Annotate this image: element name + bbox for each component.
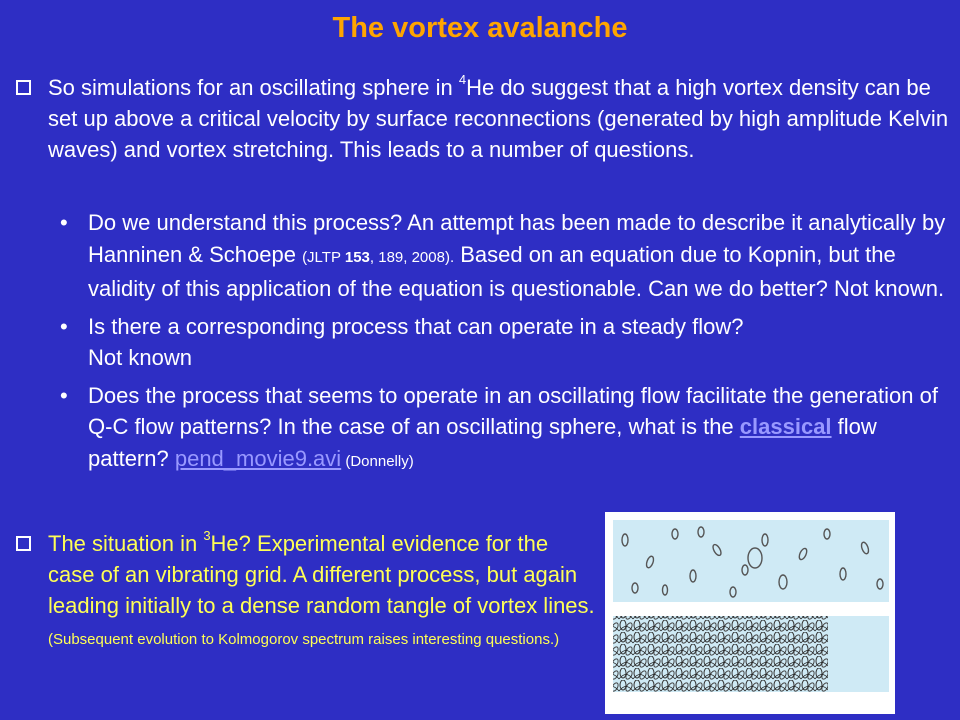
q1-reference: [302, 249, 454, 266]
intro-text: [48, 72, 951, 165]
intro-text-a: So simulations for an oscillating sphere in: [48, 75, 459, 100]
sparse-vortex-panel: [613, 520, 889, 602]
vortex-simulation-figure: [605, 512, 895, 714]
he3-small-note: (Subsequent evolution to Kolmogorov spectrum raises interesting questions.): [48, 631, 560, 648]
slide-title: The vortex avalanche: [332, 12, 628, 44]
question-item-3: [60, 380, 955, 478]
checkbox-bullet-icon: [16, 80, 31, 95]
movie-link[interactable]: pend_movie9.avi: [174, 445, 342, 471]
intro-sup: 4: [458, 71, 467, 87]
intro-item: [16, 72, 951, 165]
intro-text-b: He do suggest that a high vortex density can be set up above a critical velocity by surface reconnections (generated by high amplitude Kelvin waves) and vortex stretching. This leads to a number of questions.: [48, 75, 949, 162]
q2-answer: Not known: [88, 345, 192, 370]
q1-ref-close: , 189, 2008).: [369, 248, 455, 266]
question-item-1: [60, 207, 955, 305]
he3-sup: 3: [203, 527, 211, 543]
q1-text-b: Based on an equation due to Kopnin, but the validity of this application of the equation is questionable. Can we do better? Not known.: [88, 241, 945, 301]
q1-ref-open: (JLTP: [302, 248, 345, 266]
bullet-dot-icon: •: [60, 313, 68, 339]
he3-text-b: He? Experimental evidence for the case of an vibrating grid. A different process, but again leading initially to a dense random tangle of vortex lines.: [48, 531, 595, 618]
q3-credit: (Donnelly): [341, 452, 414, 470]
vortex-simulation-image: [605, 512, 895, 714]
he3-text: [48, 528, 596, 652]
classical-link[interactable]: classical: [739, 414, 832, 439]
he3-item: [16, 528, 596, 652]
he3-text-a: The situation in: [48, 531, 204, 556]
q1-text-a: Do we understand this process? An attempt has been made to describe it analytically by Hanninen & Schoepe: [88, 210, 946, 267]
checkbox-bullet-icon: [16, 536, 31, 551]
bullet-dot-icon: •: [60, 210, 68, 235]
question-item-2: [60, 311, 955, 374]
question-list: [60, 207, 955, 477]
q3-text-a: Does the process that seems to operate in an oscillating flow facilitate the generation of Q-C flow patterns? In the case of an oscillating sphere, what is the: [88, 382, 938, 439]
vortex-tangle-region: [613, 616, 828, 692]
bullet-dot-icon: •: [60, 382, 68, 408]
q2-text: Is there a corresponding process that can operate in a steady flow?: [88, 313, 744, 339]
q3-text-b: flow pattern?: [88, 414, 877, 471]
q1-ref-volume: 153: [344, 248, 370, 266]
